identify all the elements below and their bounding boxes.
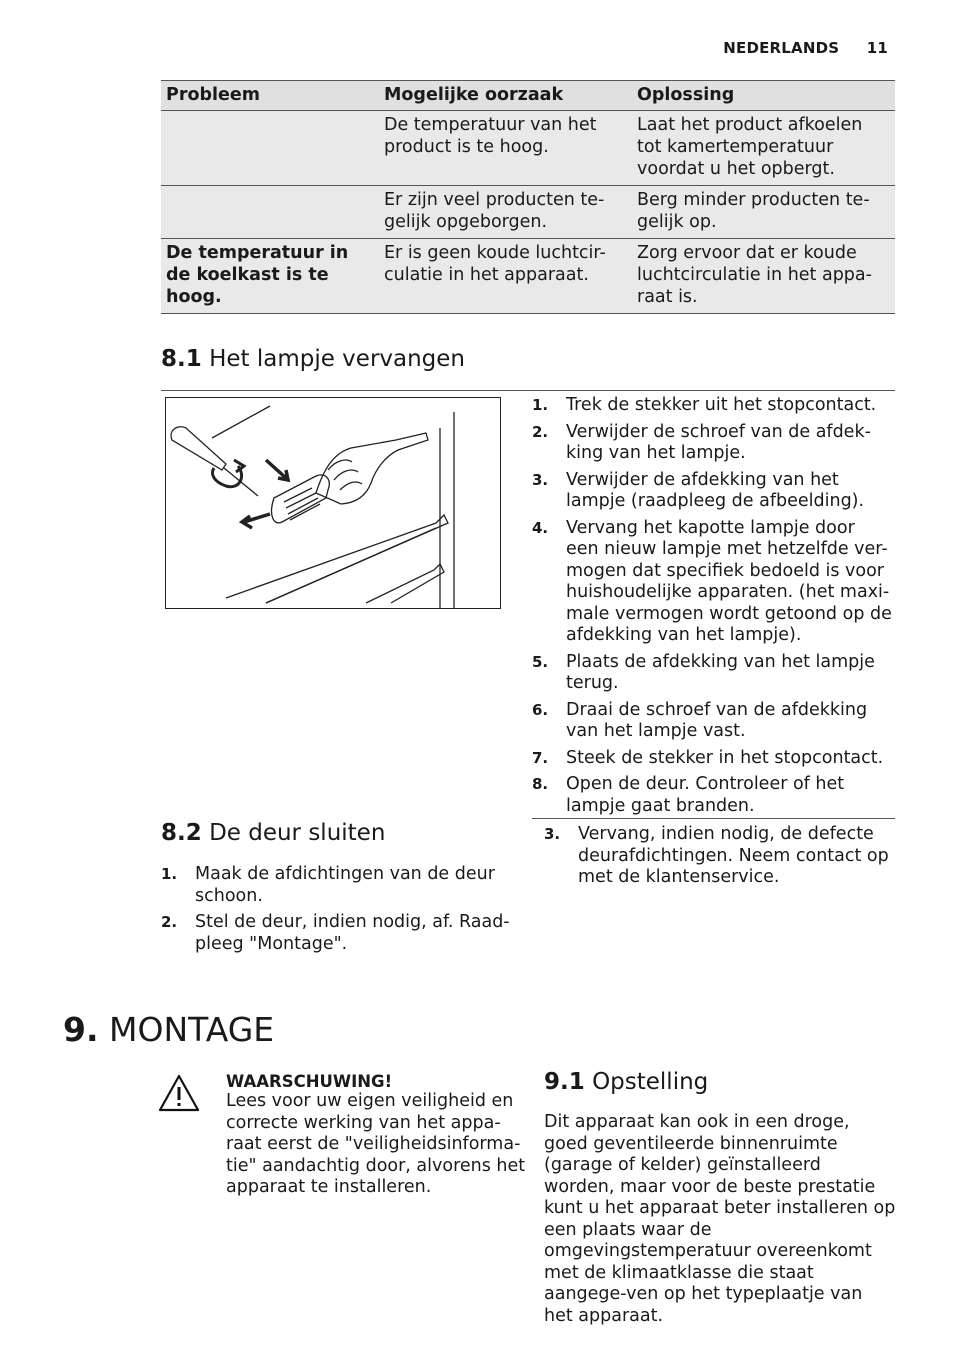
column-header-solution: Oplossing — [632, 81, 895, 111]
table-header-row — [161, 81, 895, 111]
list-item — [532, 700, 892, 743]
section-title: Het lampje vervangen — [209, 346, 466, 372]
section-title: Opstelling — [592, 1069, 709, 1095]
section-number: 8.2 — [161, 820, 202, 846]
section-9-1-paragraph: Dit apparaat kan ook in een droge, goed geventileerde binnenruimte (garage of kelder) geïnstalleerd worden, maar voor de beste prestatie kunt u het apparaat beter installeren op een plaats waar de omgevingstemperatuur overeenkomt met de klimaatklasse die staat aangege-ven op het typeplaatje van het apparaat. — [544, 1112, 896, 1326]
problem-cell — [161, 111, 379, 186]
list-item — [532, 395, 892, 417]
step-number: 6. — [532, 700, 549, 719]
column-header-cause: Mogelijke oorzaak — [379, 81, 632, 111]
page-header — [723, 39, 888, 57]
table-row — [161, 111, 895, 186]
solution-cell: Zorg ervoor dat er koude luchtcirculatie in het appa-raat is. — [632, 239, 895, 314]
door-steps-list-right — [544, 824, 894, 894]
warning-title: WAARSCHUWING! — [226, 1072, 393, 1091]
step-number: 8. — [532, 775, 549, 793]
step-text: Open de deur. Controleer of het lampje gaat branden. — [566, 774, 845, 816]
step-text: Draai de schroef van de afdekking van het lampje vast. — [566, 699, 868, 741]
section-8-1-heading — [161, 346, 465, 372]
step-number: 1. — [161, 865, 178, 883]
list-item — [532, 422, 892, 465]
step-number: 2. — [532, 422, 549, 441]
problem-cell: De temperatuur in de koelkast is te hoog. — [161, 239, 379, 314]
cause-cell: De temperatuur van het product is te hoog. — [379, 111, 632, 186]
problem-cell — [161, 186, 379, 239]
section-number: 8.1 — [161, 346, 202, 372]
lamp-replacement-illustration — [165, 397, 501, 609]
step-text: Vervang, indien nodig, de defecte deurafdichtingen. Neem contact op met de klantenservice. — [578, 824, 889, 887]
section-divider — [161, 390, 895, 391]
list-item — [161, 912, 511, 955]
troubleshooting-table — [161, 80, 895, 314]
list-item — [161, 864, 511, 907]
column-header-problem: Probleem — [161, 81, 379, 111]
solution-cell: Laat het product afkoelen tot kamertemperatuur voordat u het opbergt. — [632, 111, 895, 186]
section-8-2-heading — [161, 820, 385, 846]
list-item — [532, 652, 892, 695]
table-row — [161, 239, 895, 314]
step-text: Vervang het kapotte lampje door een nieuw lampje met hetzelfde ver-mogen dat specifiek bedoeld is voor huishoudelijke apparaten. (het maxi-male vermogen wordt getoond op de afdekking van het lampje). — [566, 517, 892, 645]
step-text: Maak de afdichtingen van de deur schoon. — [195, 864, 495, 906]
warning-triangle-icon — [158, 1074, 200, 1116]
step-text: Verwijder de schroef van de afdek-king van het lampje. — [566, 421, 871, 463]
step-number: 1. — [532, 396, 549, 414]
page-number: 11 — [866, 39, 888, 57]
list-item — [532, 518, 892, 647]
list-item — [532, 774, 892, 817]
door-steps-list-left — [161, 864, 511, 960]
section-9-1-heading — [544, 1069, 708, 1095]
chapter-heading — [63, 1010, 274, 1049]
step-number: 7. — [532, 748, 549, 767]
list-item — [532, 748, 892, 770]
step-text: Verwijder de afdekking van het lampje (raadpleeg de afbeelding). — [566, 469, 865, 511]
warning-text: Lees voor uw eigen veiligheid en correcte werking van het appa-raat eerst de "veiligheidsinforma-tie" aandachtig door, alvorens het apparaat te installeren. — [226, 1091, 526, 1197]
step-text: Steek de stekker in het stopcontact. — [566, 747, 884, 768]
cause-cell: Er zijn veel producten te-gelijk opgeborgen. — [379, 186, 632, 239]
step-number: 3. — [544, 825, 561, 843]
step-number: 2. — [161, 913, 178, 931]
solution-cell: Berg minder producten te-gelijk op. — [632, 186, 895, 239]
section-number: 9.1 — [544, 1069, 585, 1095]
table-row — [161, 186, 895, 239]
lamp-illustration-drawing — [166, 398, 500, 608]
step-text: Plaats de afdekking van het lampje terug. — [566, 651, 875, 693]
list-item — [532, 470, 892, 513]
step-number: 5. — [532, 652, 549, 671]
chapter-title: MONTAGE — [109, 1010, 275, 1049]
step-text: Trek de stekker uit het stopcontact. — [566, 395, 877, 415]
header-language: NEDERLANDS — [723, 39, 840, 57]
step-text: Stel de deur, indien nodig, af. Raad-pleeg "Montage". — [195, 912, 510, 954]
section-title: De deur sluiten — [209, 820, 386, 846]
step-number: 4. — [532, 518, 549, 537]
lamp-steps-list — [532, 395, 892, 822]
section-divider — [532, 818, 895, 819]
step-number: 3. — [532, 470, 549, 489]
chapter-number: 9. — [63, 1010, 99, 1049]
cause-cell: Er is geen koude luchtcir-culatie in het apparaat. — [379, 239, 632, 314]
warning-box — [226, 1072, 526, 1199]
list-item — [544, 824, 894, 889]
